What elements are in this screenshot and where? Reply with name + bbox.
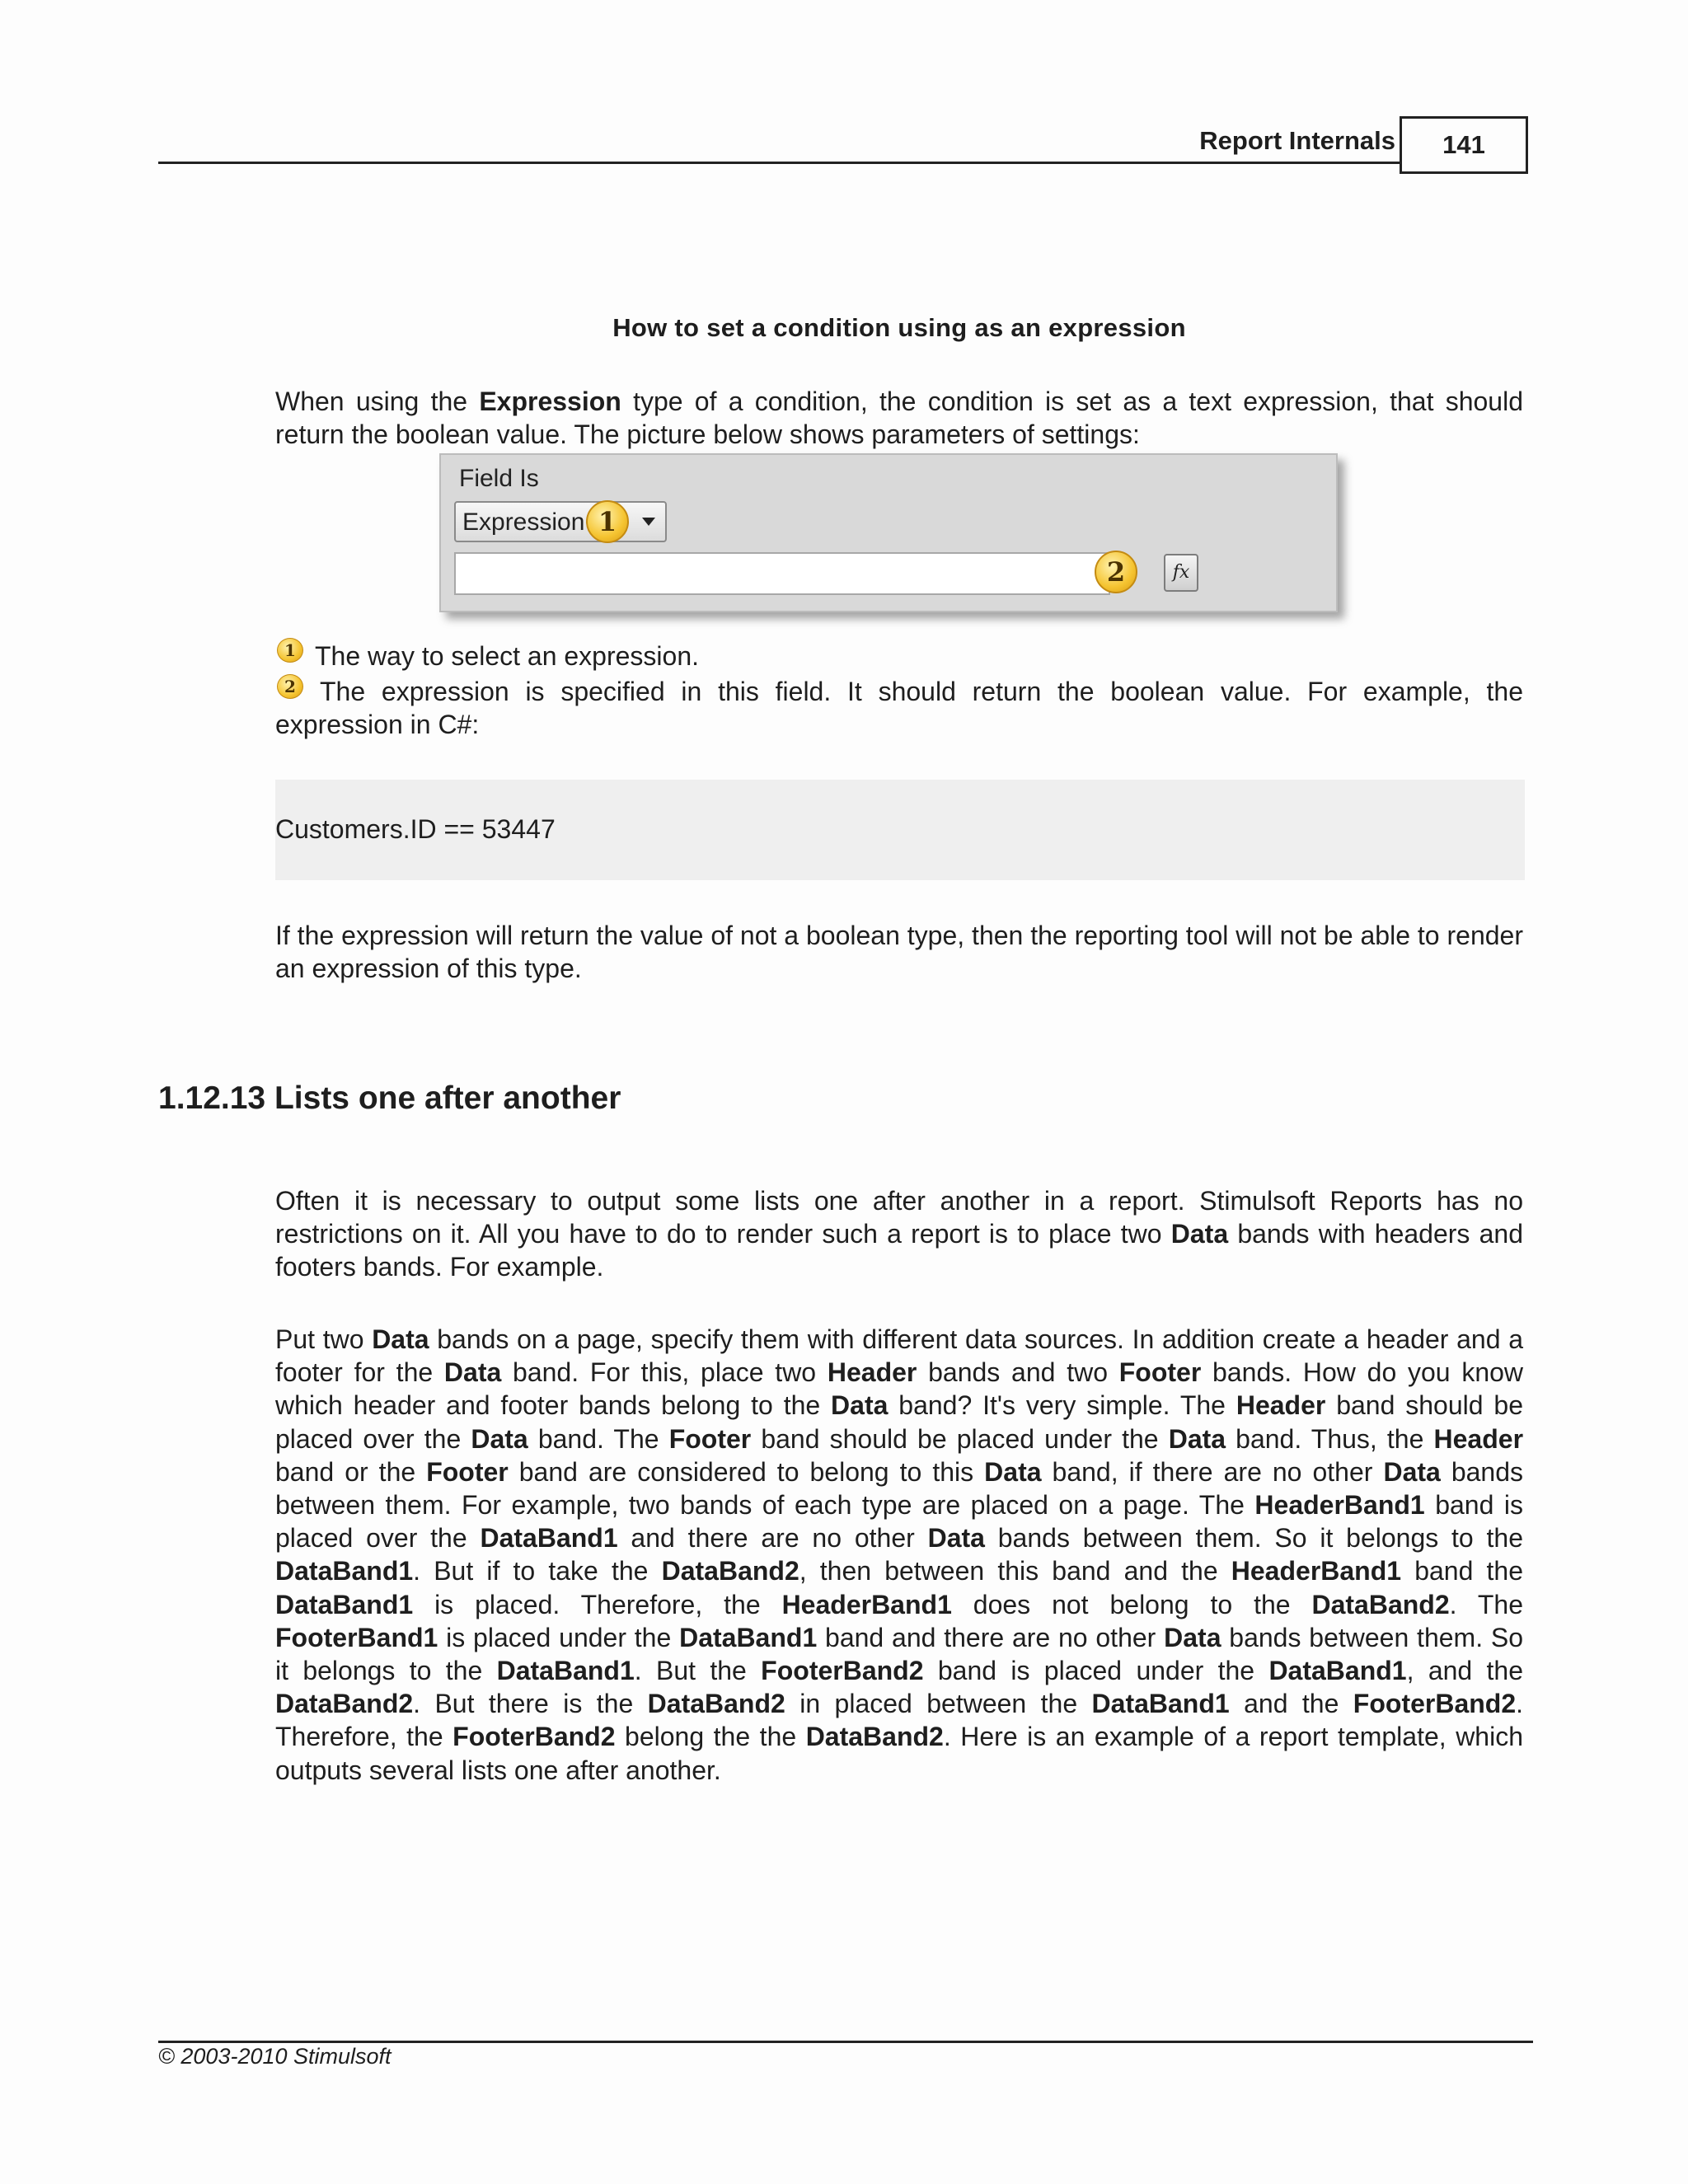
callout-badge-2: 2: [1095, 551, 1137, 593]
section-heading: [158, 1080, 621, 1117]
intro-paragraph: When using the Expression type of a condition, the condition is set as a text expression, that should return the boolean value. The picture below shows parameters of settings:: [275, 387, 1524, 450]
callout-badge-1: 1: [586, 500, 629, 543]
callout-badge-1-small: 1: [277, 638, 303, 663]
field-is-label: Field Is: [459, 465, 539, 492]
header-rule: [158, 162, 1401, 164]
paragraph-2: Put two Data bands on a page, specify them with different data sources. In addition create a header and a footer for the Data band. For this, place two Header bands and two Footer bands. How do you know which header and footer bands belong to the Data band? It's very simple. The Header band should be placed over the Data band. The Footer band should be placed under the Data band. Thus, the Header band or the Footer band are considered to belong to this Data band, if there are no other Data bands between them. For example, two bands of each type are placed on a page. The HeaderBand1 band is placed over the DataBand1 and there are no other Data bands between them. So it belongs to the DataBand1. But if to take the DataBand2, then between this band and the HeaderBand1 band the DataBand1 is placed. Therefore, the HeaderBand1 does not belong to the DataBand2. The FooterBand1 is placed under the DataBand1 band and there are no other Data bands between them. So it belongs to the DataBand1. But the FooterBand2 band is placed under the DataBand1, and the DataBand2. But there is the DataBand2 in placed between the DataBand1 and the FooterBand2. Therefore, the FooterBand2 belong the the DataBand2. Here is an example of a report template, which outputs several lists one after another.: [275, 1324, 1524, 1785]
note-paragraph: If the expression will return the value of not a boolean type, then the reporting tool will not be able to render an expression of this type.: [275, 921, 1523, 984]
running-header-title: Report Internals: [1199, 126, 1395, 155]
page-number: 141: [1442, 130, 1485, 159]
field-is-dropdown[interactable]: [454, 501, 667, 542]
footer-rule: [158, 2041, 1533, 2043]
code-example: [275, 780, 1525, 880]
callout-1-text: The way to select an expression.: [315, 641, 700, 671]
fx-icon[interactable]: fx: [1164, 554, 1198, 592]
callout-badge-2-small: 2: [277, 674, 303, 699]
condition-settings-screenshot: [439, 453, 1338, 612]
subheading: How to set a condition using as an expression: [612, 313, 1186, 342]
footer-copyright: © 2003-2010 Stimulsoft: [158, 2044, 392, 2069]
chevron-down-icon: [642, 518, 655, 526]
expression-input[interactable]: [454, 552, 1110, 595]
section-title: Lists one after another: [274, 1080, 621, 1116]
callout-2-text: The expression is specified in this field. It should return the boolean value. For example, the expression in C#:: [275, 677, 1523, 740]
dropdown-value: Expression: [462, 509, 585, 536]
paragraph-1: Often it is necessary to output some lists one after another in a report. Stimulsoft Reports has no restrictions on it. All you have to do to render such a report is to place two Data bands with headers and footers bands. For example.: [275, 1186, 1524, 1282]
section-number: 1.12.13: [158, 1080, 266, 1116]
code-text: Customers.ID == 53447: [275, 814, 556, 844]
page-number-box: [1400, 116, 1528, 174]
